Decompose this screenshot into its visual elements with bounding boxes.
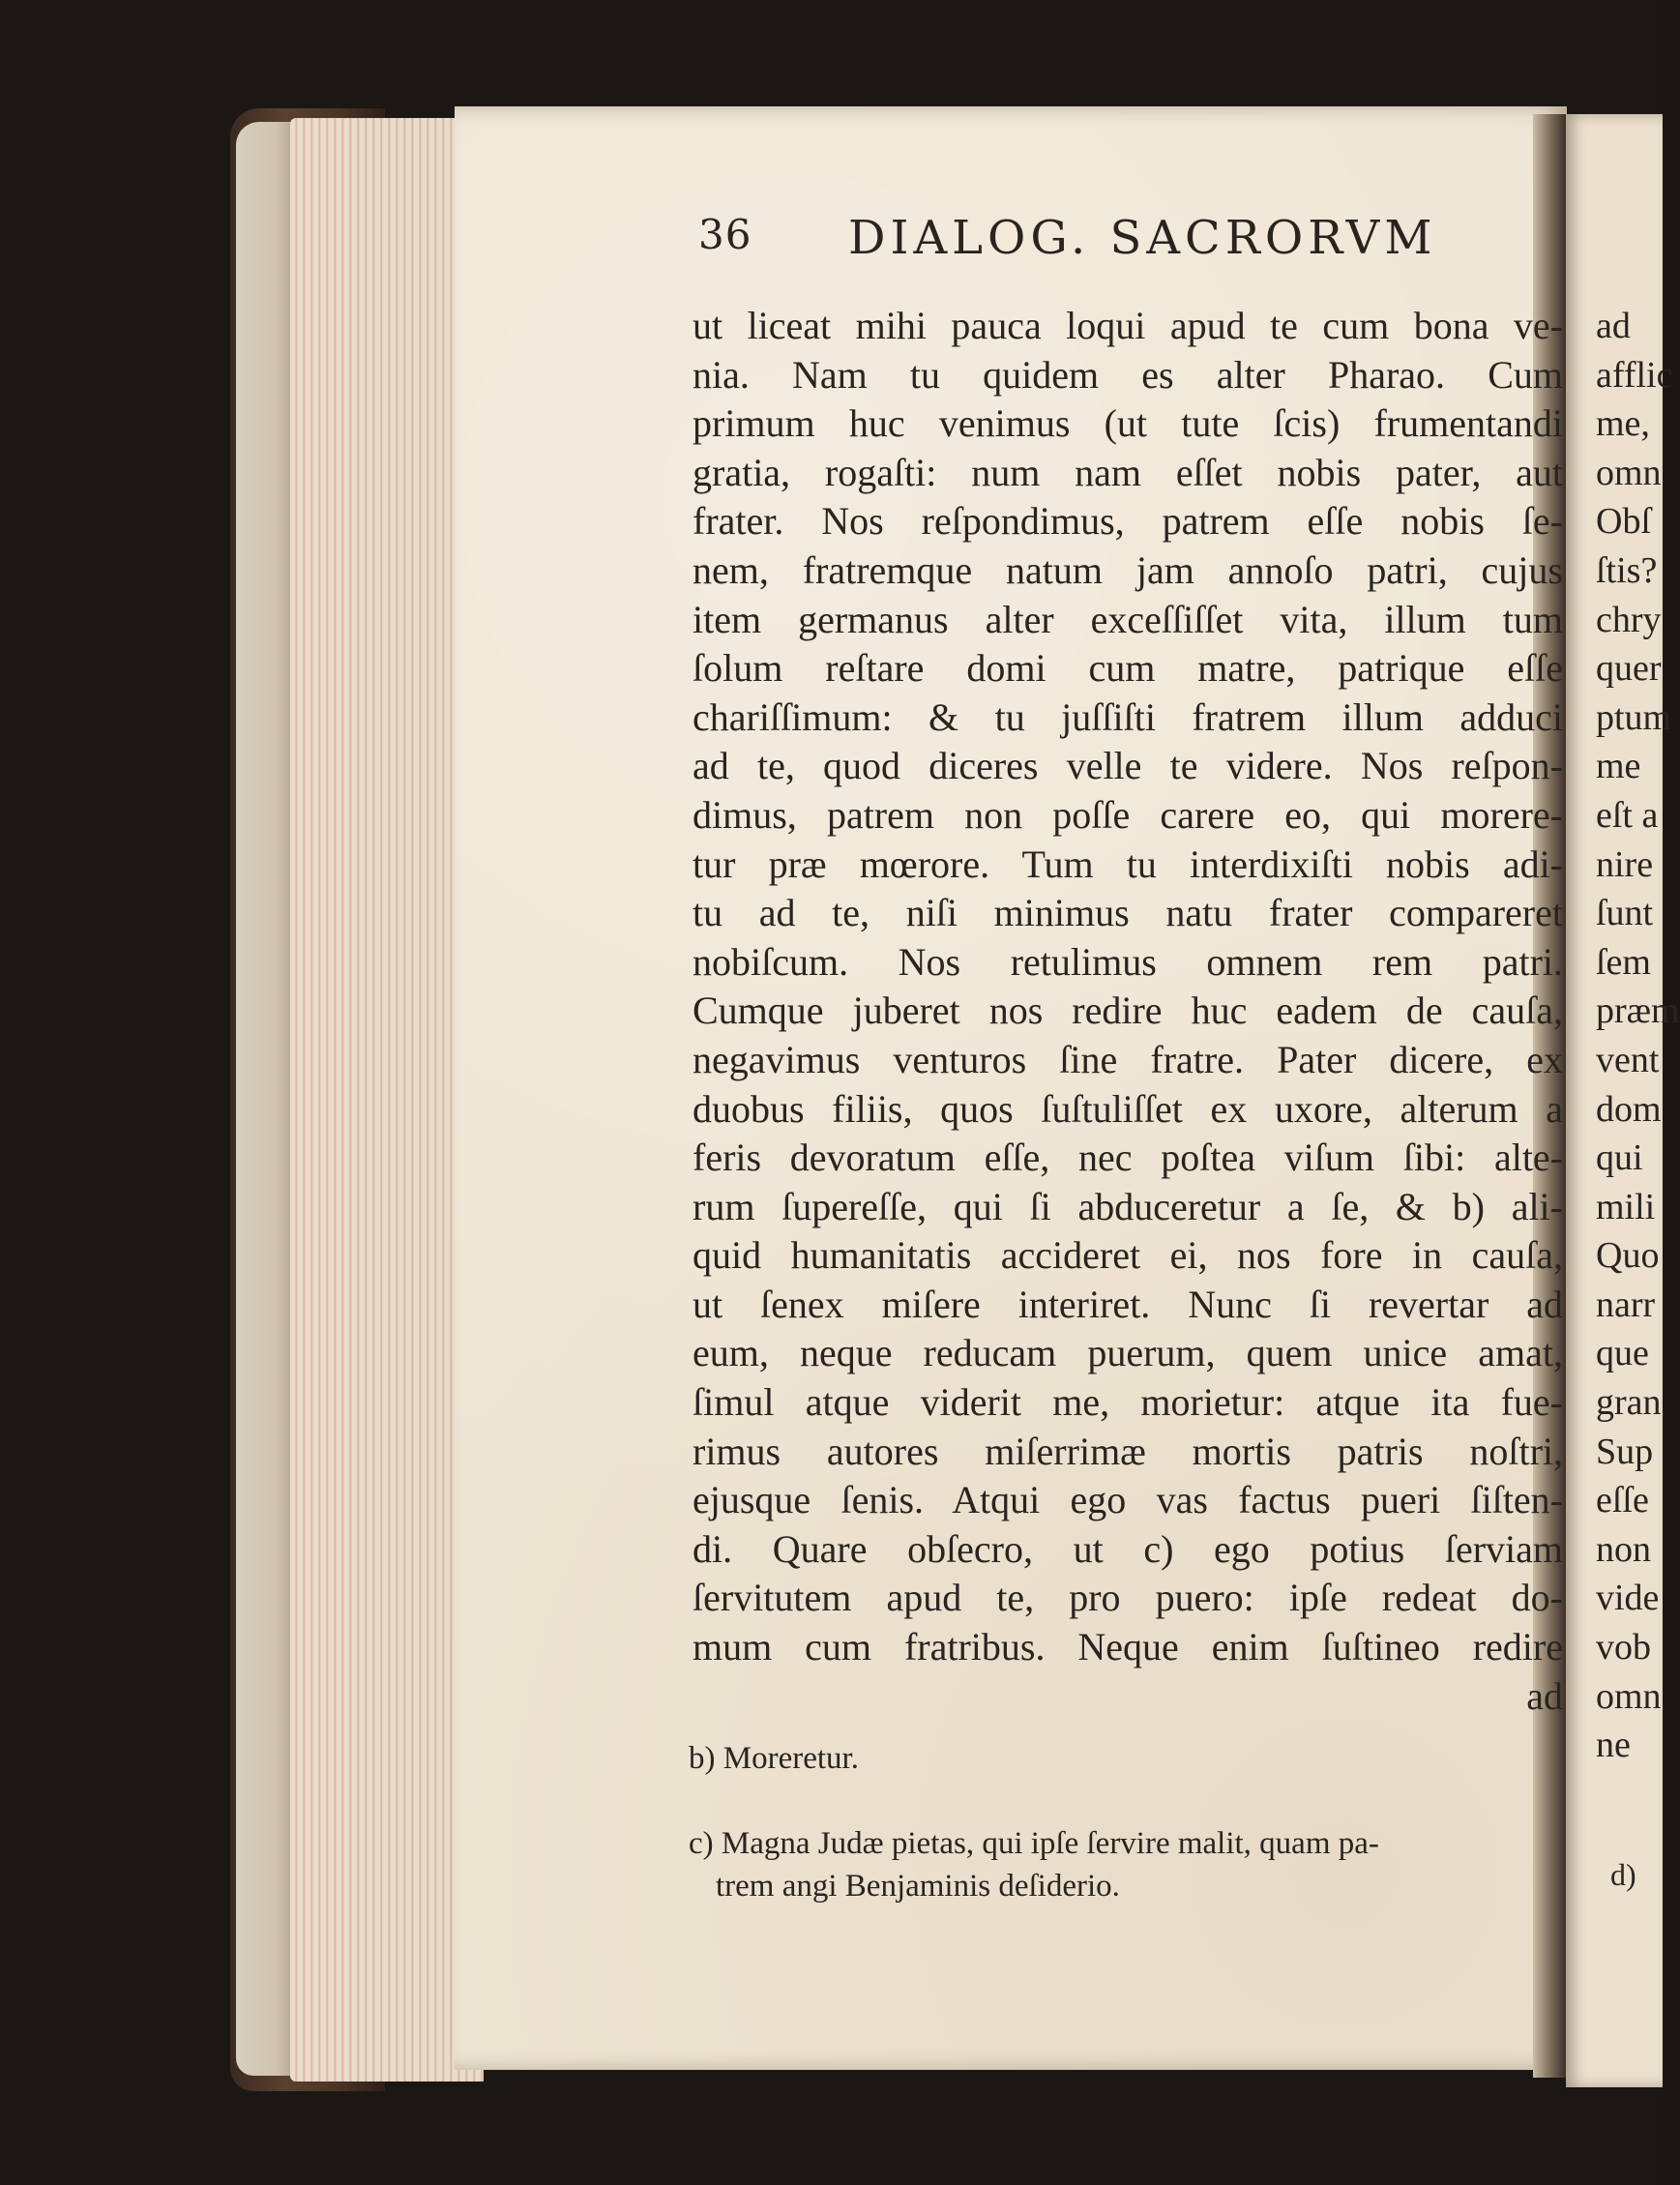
text-line: ſimul atque viderit me, morietur: atque ita fue- (693, 1380, 1563, 1425)
fragment-line: ad (1596, 306, 1631, 346)
text-line: Cumque juberet nos redire huc eadem de cauſa, (693, 989, 1563, 1033)
fragment-line: quer (1596, 648, 1662, 690)
text-line: duobus filiis, quos ſuſtuliſſet ex uxore, alterum a (693, 1086, 1563, 1131)
running-head (698, 211, 1501, 279)
text-line: mum cum fratribus. Neque enim ſuſtineo redire (693, 1625, 1563, 1669)
text-line: rimus autores miſerrimæ mortis patris noſtri, (693, 1429, 1563, 1473)
footnote-c-line: c) Magna Judæ pietas, qui ipſe ſervire malit, quam pa- (689, 1826, 1379, 1861)
fragment-line: Sup (1596, 1431, 1654, 1472)
fragment-line: ne (1596, 1725, 1631, 1766)
header-title: DIALOG. SACRORVM (848, 211, 1437, 265)
text-line: feris devoratum eſſe, nec poſtea viſum ſibi: alte- (693, 1136, 1563, 1180)
text-line: tur præ mœrore. Tum tu interdixiſti nobis adi- (693, 842, 1563, 886)
footnote-c-line: trem angi Benjaminis deſiderio. (716, 1869, 1120, 1904)
text-line: tu ad te, niſi minimus natu frater compareret (693, 891, 1563, 935)
text-line: di. Quare obſecro, ut c) ego potius ſerviam (693, 1526, 1563, 1571)
fragment-line: Obſ (1596, 501, 1651, 543)
fragment-line: nire (1596, 843, 1654, 885)
next-page-footnote-marker: d) (1610, 1857, 1636, 1892)
text-line: ejusque ſenis. Atqui ego vas factus pueri ſiſten- (693, 1478, 1563, 1522)
body-text (693, 302, 1563, 1721)
text-line: frater. Nos reſpondimus, patrem eſſe nobis ſe- (693, 499, 1563, 544)
fragment-line: narr (1596, 1284, 1656, 1325)
fragment-line: eſt a (1596, 794, 1659, 836)
fragment-line: chry (1596, 599, 1662, 640)
text-line: ad te, quod diceres velle te videre. Nos reſpon- (693, 744, 1563, 788)
fragment-line: que (1596, 1333, 1649, 1374)
catchword: ad (1526, 1673, 1563, 1718)
fragment-line: non (1596, 1528, 1651, 1570)
fragment-line: ſem (1596, 941, 1651, 983)
text-line: negavimus venturos ſine fratre. Pater dicere, ex (693, 1037, 1563, 1081)
text-line: quid humanitatis accideret ei, nos fore in cauſa, (693, 1233, 1563, 1278)
fragment-line: ſunt (1596, 893, 1654, 934)
fragment-line: ſtis? (1596, 549, 1658, 591)
fragment-line: afflic (1596, 354, 1673, 396)
footnotes (689, 1741, 1540, 1911)
next-page-text (1596, 302, 1680, 1770)
fragment-line: Quo (1596, 1235, 1660, 1277)
text-line: gratia, rogaſti: num nam eſſet nobis pater, aut (693, 450, 1563, 494)
text-line: chariſſimum: & tu juſſiſti fratrem illum adduci (693, 694, 1563, 739)
text-line: primum huc venimus (ut tute ſcis) frumentandi (693, 401, 1563, 446)
footnote-b: b) Moreretur. (689, 1741, 859, 1776)
text-line: ſervitutem apud te, pro puero: ipſe redeat do- (693, 1576, 1563, 1620)
fragment-line: omn (1596, 1675, 1662, 1717)
page-number: 36 (698, 211, 752, 258)
text-line: ut ſenex miſere interiret. Nunc ſi revertar ad (693, 1282, 1563, 1326)
text-line: nem, fratremque natum jam annoſo patri, cujus (693, 547, 1563, 592)
text-line: item germanus alter exceſſiſſet vita, illum tum (693, 597, 1563, 641)
fragment-line: qui (1596, 1137, 1643, 1179)
text-line: nobiſcum. Nos retulimus omnem rem patri. (693, 939, 1563, 984)
fragment-line: dom (1596, 1088, 1662, 1130)
fragment-line: eſſe (1596, 1480, 1649, 1521)
fragment-line: vide (1596, 1578, 1660, 1619)
text-line: eum, neque reducam puerum, quem unice amat, (693, 1331, 1563, 1375)
text-line: nia. Nam tu quidem es alter Pharao. Cum (693, 352, 1563, 397)
fragment-line: vob (1596, 1627, 1651, 1668)
fragment-line: præm (1596, 990, 1680, 1032)
text-line: rum ſupereſſe, qui ſi abduceretur a ſe, & b) ali- (693, 1184, 1563, 1228)
fragment-line: vent (1596, 1039, 1660, 1080)
fragment-line: me, (1596, 403, 1650, 445)
text-line: dimus, patrem non poſſe carere eo, qui morere- (693, 792, 1563, 837)
fragment-line: mili (1596, 1186, 1656, 1227)
text-line: ſolum reſtare domi cum matre, patrique eſſe (693, 646, 1563, 691)
fragment-line: ptum (1596, 696, 1672, 738)
fragment-line: me (1596, 746, 1641, 787)
fragment-line: omn (1596, 452, 1662, 493)
text-line: ut liceat mihi pauca loqui apud te cum bona ve- (693, 304, 1563, 347)
fragment-line: gran (1596, 1382, 1662, 1424)
